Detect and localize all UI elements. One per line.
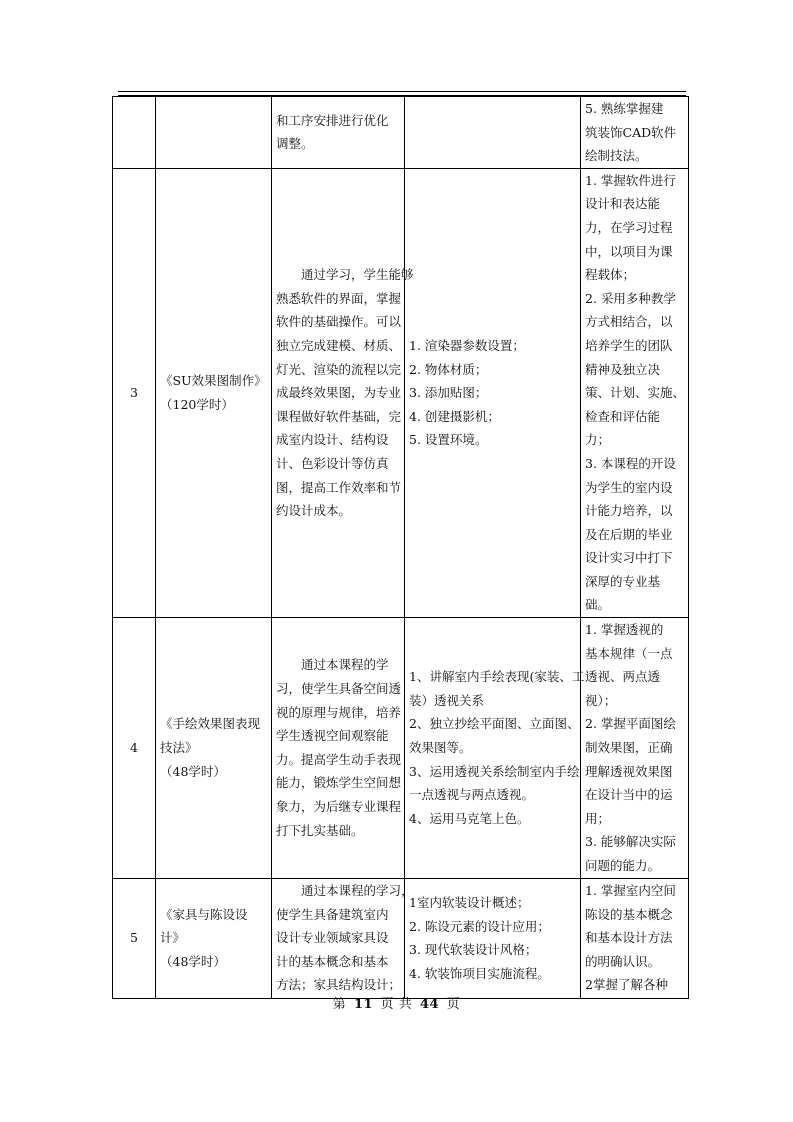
cell-line: 视）； bbox=[585, 692, 617, 708]
cell-line: 绘制技法。 bbox=[585, 148, 648, 164]
cell-line: 中，以项目为课 bbox=[585, 243, 673, 259]
page-footer bbox=[0, 993, 793, 1012]
course-name-cell bbox=[156, 618, 272, 879]
table-row bbox=[113, 168, 689, 617]
cell-line: 为学生的室内设 bbox=[585, 479, 673, 495]
cell-line: 3. 能够解决实际 bbox=[585, 834, 676, 850]
cell-line: 理解透视效果图 bbox=[585, 763, 673, 779]
cell-line: 通过本课程的学习， bbox=[301, 883, 414, 899]
course-requirement-cell bbox=[581, 168, 689, 617]
cell-line: 陈设的基本概念 bbox=[585, 906, 673, 922]
cell-line: 习，使学生具备空间透 bbox=[276, 681, 402, 697]
cell-line: 设计和表达能 bbox=[585, 196, 661, 212]
footer-prefix: 第 bbox=[332, 997, 347, 1012]
cell-line: 《手绘效果图表现 bbox=[160, 716, 261, 732]
cell-line: 1. 掌握室内空间 bbox=[585, 883, 676, 899]
cell-line: 1. 掌握透视的 bbox=[585, 622, 664, 638]
cell-line: 4. 创建摄影机； bbox=[409, 408, 500, 424]
cell-line: 计的基本概念和基本 bbox=[276, 953, 389, 969]
course-goal-cell bbox=[272, 168, 414, 617]
cell-line: 熟悉软件的界面，掌握 bbox=[276, 290, 402, 306]
cell-line: 问题的能力。 bbox=[585, 858, 661, 873]
cell-line: 1. 掌握软件进行 bbox=[585, 172, 676, 188]
table-row bbox=[113, 878, 689, 998]
cell-line: 2、独立抄绘平面图、立面图、 bbox=[409, 716, 580, 732]
course-name-cell bbox=[156, 168, 272, 617]
cell-line: 一点透视与两点透视。 bbox=[409, 787, 535, 803]
cell-line: 1、讲解室内手绘表现(家装、工 bbox=[409, 669, 585, 685]
cell-line: 筑装饰CAD软件 bbox=[585, 124, 677, 140]
course-name-cell bbox=[156, 97, 272, 169]
course-goal-cell bbox=[272, 97, 405, 169]
course-goal-cell bbox=[272, 878, 414, 998]
cell-line: 2. 物体材质； bbox=[409, 361, 488, 377]
cell-line: （48学时） bbox=[160, 763, 226, 779]
cell-line: 软件的基础操作。可以 bbox=[276, 314, 402, 330]
row-number-cell bbox=[113, 97, 156, 169]
cell-line: 1. 渲染器参数设置； bbox=[409, 337, 525, 353]
cell-line: 4、运用马克笔上色。 bbox=[409, 810, 530, 826]
cell-line: 计能力培养，以 bbox=[585, 503, 673, 519]
cell-line: 成室内设计、结构设 bbox=[276, 432, 389, 448]
cell-line: 1室内软装设计概述； bbox=[409, 894, 530, 910]
footer-total-pages: 44 bbox=[419, 997, 440, 1012]
cell-line: 3、运用透视关系绘制室内手绘 bbox=[409, 763, 580, 779]
cell-line: 制效果图，正确 bbox=[585, 740, 673, 756]
cell-line: 用； bbox=[585, 810, 611, 826]
header-rule-thin bbox=[118, 91, 686, 92]
cell-line: 精神及独立决 bbox=[585, 361, 661, 377]
cell-line: 设计实习中打下 bbox=[585, 550, 673, 566]
cell-line: 独立完成建模、材质、 bbox=[276, 337, 402, 353]
cell-line: 基本规律（一点 bbox=[585, 645, 673, 661]
cell-line: 通过本课程的学 bbox=[301, 657, 389, 673]
cell-line: 使学生具备建筑室内 bbox=[276, 906, 389, 922]
cell-line: 2. 陈设元素的设计应用； bbox=[409, 918, 550, 934]
course-requirement-cell bbox=[581, 618, 689, 879]
cell-line: 灯光、渲染的流程以完 bbox=[276, 361, 402, 377]
course-table-body bbox=[113, 97, 689, 999]
cell-line: 技法》 bbox=[160, 740, 198, 756]
cell-line: 5. 设置环境。 bbox=[409, 432, 488, 448]
cell-line: 《家具与陈设设 bbox=[160, 906, 248, 922]
course-content-cell bbox=[405, 878, 581, 998]
cell-line: 学生透视空间观察能 bbox=[276, 728, 389, 744]
course-content-cell bbox=[405, 168, 581, 617]
cell-line: 方法；家具结构设计； bbox=[276, 977, 402, 993]
cell-line: 3. 现代软装设计风格； bbox=[409, 942, 538, 958]
cell-line: 约设计成本。 bbox=[276, 503, 352, 519]
cell-line: 2. 掌握平面图绘 bbox=[585, 716, 676, 732]
cell-line: 4. 软装饰项目实施流程。 bbox=[409, 965, 550, 981]
cell-line: 通过学习，学生能够 bbox=[301, 267, 414, 283]
cell-line: 培养学生的团队 bbox=[585, 337, 673, 353]
cell-line: 深厚的专业基 bbox=[585, 573, 661, 589]
course-requirement-cell bbox=[581, 97, 689, 169]
course-content-cell bbox=[405, 618, 585, 879]
cell-line: 和基本设计方法 bbox=[585, 930, 673, 946]
cell-line: 和工序安排进行优化 bbox=[276, 112, 389, 128]
row-number-cell: 5 bbox=[113, 878, 156, 998]
table-row bbox=[113, 618, 689, 879]
cell-line: 透视、两点透 bbox=[585, 669, 661, 685]
cell-line: 方式相结合，以 bbox=[585, 314, 673, 330]
footer-page-number: 11 bbox=[353, 997, 374, 1012]
cell-line: 视的原理与规律，培养 bbox=[276, 704, 402, 720]
cell-line: 力，在学习过程 bbox=[585, 219, 673, 235]
cell-line: 检查和评估能 bbox=[585, 408, 661, 424]
cell-line: 础。 bbox=[585, 597, 611, 613]
cell-line: 《SU效果图制作》 bbox=[160, 373, 267, 389]
cell-line: 课程做好软件基础，完 bbox=[276, 408, 402, 424]
cell-line: 2. 采用多种教学 bbox=[585, 290, 676, 306]
cell-line: 在设计当中的运 bbox=[585, 787, 673, 803]
cell-line: 效果图等。 bbox=[409, 740, 472, 756]
cell-line: 装）透视关系 bbox=[409, 692, 485, 708]
cell-line: 调整。 bbox=[276, 136, 314, 152]
cell-line: 2掌握了解各种 bbox=[585, 977, 668, 993]
cell-line: 力。提高学生动手表现 bbox=[276, 751, 402, 767]
cell-line: 3. 本课程的开设 bbox=[585, 455, 676, 471]
cell-line: 3. 添加贴图； bbox=[409, 385, 488, 401]
cell-line: （48学时） bbox=[160, 953, 226, 969]
course-content-cell bbox=[405, 97, 581, 169]
cell-line: 计、色彩设计等仿真 bbox=[276, 455, 389, 471]
cell-line: 设计专业领域家具设 bbox=[276, 930, 389, 946]
cell-line: 策、计划、实施、 bbox=[585, 385, 686, 401]
course-name-cell bbox=[156, 878, 272, 998]
cell-line: 5. 熟练掌握建 bbox=[585, 101, 664, 116]
cell-line: 打下扎实基础。 bbox=[276, 822, 364, 838]
table-row bbox=[113, 97, 689, 169]
cell-line: 计》 bbox=[160, 930, 186, 946]
course-goal-cell bbox=[272, 618, 405, 879]
cell-line: 及在后期的毕业 bbox=[585, 526, 673, 542]
footer-suffix: 页 bbox=[446, 997, 461, 1012]
cell-line: 力； bbox=[585, 432, 611, 448]
row-number-cell: 4 bbox=[113, 618, 156, 879]
cell-line: 程载体； bbox=[585, 267, 636, 283]
footer-mid: 页 共 bbox=[380, 997, 413, 1012]
cell-line: 象力，为后继专业课程 bbox=[276, 799, 402, 815]
course-table bbox=[112, 96, 689, 999]
row-number-cell: 3 bbox=[113, 168, 156, 617]
cell-line: 能力，锻炼学生空间想 bbox=[276, 775, 402, 791]
cell-line: 的明确认识。 bbox=[585, 953, 661, 969]
course-requirement-cell bbox=[581, 878, 689, 998]
cell-line: 成最终效果图，为专业 bbox=[276, 385, 402, 401]
cell-line: 图，提高工作效率和节 bbox=[276, 479, 402, 495]
cell-line: （120学时） bbox=[160, 396, 234, 412]
